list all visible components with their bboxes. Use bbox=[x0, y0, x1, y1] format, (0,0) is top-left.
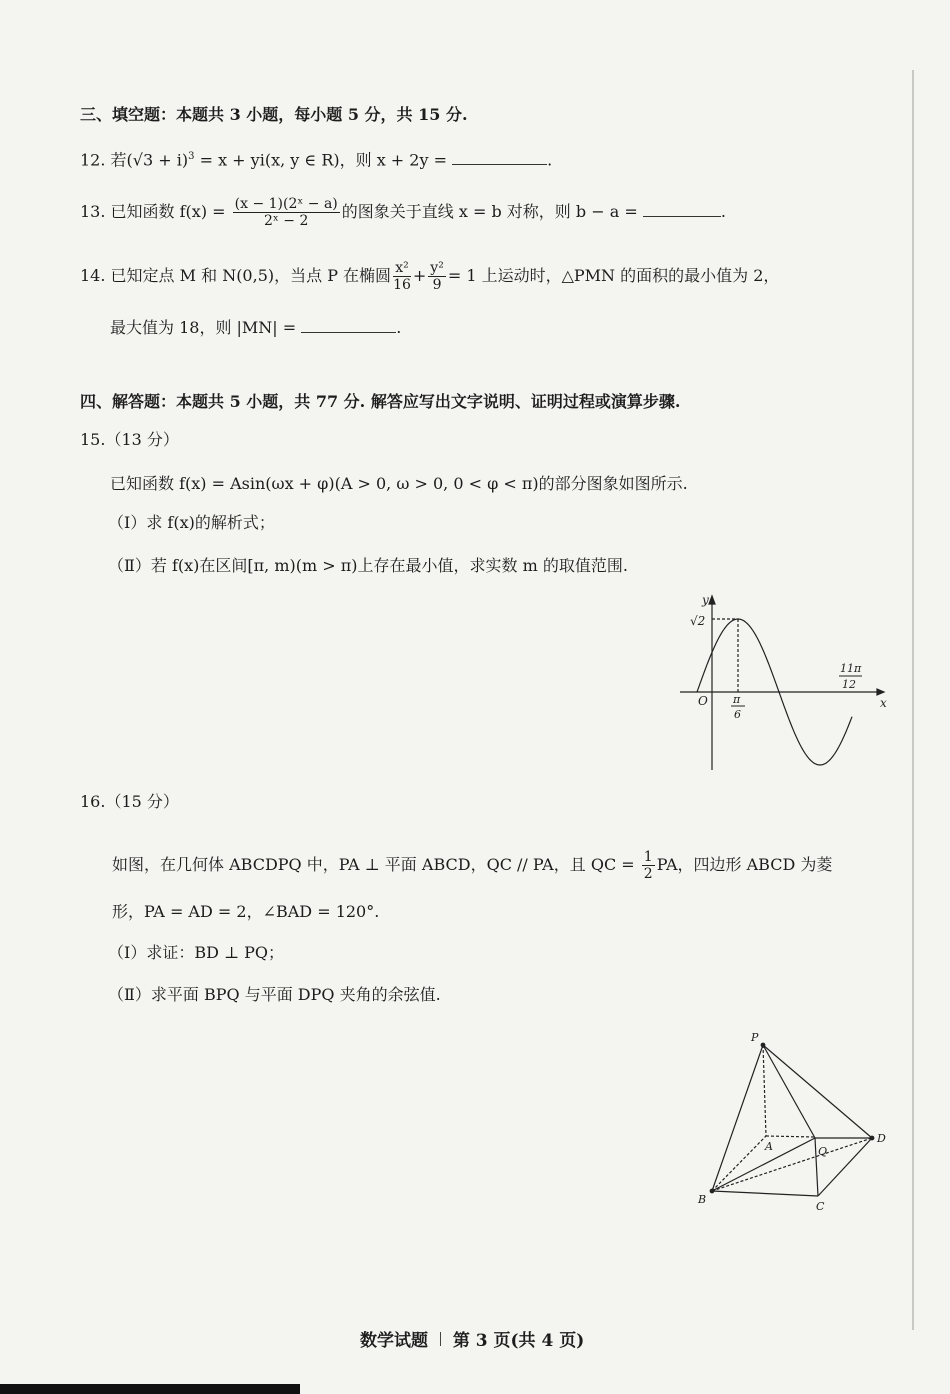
frac-den: 9 bbox=[432, 277, 442, 293]
origin-label: O bbox=[698, 694, 708, 708]
q16-stem bbox=[112, 849, 832, 882]
q14-num: 14. bbox=[80, 266, 106, 285]
q13-text-a: 已知函数 f(x) = bbox=[110, 202, 231, 221]
q12-end: . bbox=[547, 150, 553, 170]
footer-subject: 数学试题 bbox=[360, 1331, 428, 1351]
point-P bbox=[761, 1043, 765, 1047]
tick2-num: 11π bbox=[840, 662, 862, 675]
q16-stem-b: PA，四边形 ABCD 为菱 bbox=[656, 855, 833, 874]
q13-num: 13. bbox=[80, 202, 106, 221]
frac-num: x² bbox=[395, 260, 409, 276]
label-A: A bbox=[765, 1140, 773, 1153]
edge-AQ bbox=[766, 1136, 815, 1137]
q14-line2-text: 最大值为 18，则 |MN| = bbox=[110, 318, 302, 337]
q14-text-b: = 1 上运动时，△PMN 的面积的最小值为 2， bbox=[447, 266, 780, 285]
edge-PQ bbox=[763, 1045, 815, 1138]
edge-PA bbox=[763, 1045, 766, 1136]
q16-part2: （Ⅱ）求平面 BPQ 与平面 DPQ 夹角的余弦值. bbox=[108, 985, 441, 1004]
edge-BA bbox=[712, 1136, 766, 1191]
tick1-num: π bbox=[733, 693, 741, 706]
frac-num: y² bbox=[430, 260, 444, 276]
point-D bbox=[870, 1136, 874, 1140]
q14-text-a: 已知定点 M 和 N(0,5)，当点 P 在椭圆 bbox=[110, 266, 392, 285]
edge-PD bbox=[763, 1045, 872, 1138]
label-C: C bbox=[816, 1200, 825, 1213]
q14-end: . bbox=[396, 318, 402, 337]
q12-text-b: = x + yi(x, y ∈ R)，则 x + 2y = bbox=[194, 150, 453, 170]
q13-text-b: 的图象关于直线 x = b 对称，则 b − a = bbox=[341, 202, 643, 221]
q16-header: 16.（15 分） bbox=[80, 792, 179, 811]
label-B: B bbox=[698, 1193, 707, 1206]
section3-title: 三、填空题：本题共 3 小题，每小题 5 分，共 15 分. bbox=[80, 105, 468, 124]
q13-frac-num: (x − 1)(2ˣ − a) bbox=[234, 196, 338, 212]
q12-text-a: 若(√3 + i) bbox=[110, 150, 189, 170]
q12-num: 12. bbox=[80, 150, 106, 170]
x-axis-arrow-icon bbox=[877, 689, 884, 695]
q13-frac-den: 2ˣ − 2 bbox=[264, 213, 309, 229]
frac-den: 2 bbox=[643, 866, 653, 882]
solid-figure bbox=[710, 1043, 874, 1196]
footer-divider bbox=[440, 1332, 441, 1346]
frac-den: 16 bbox=[393, 277, 411, 293]
label-Q: Q bbox=[818, 1145, 828, 1158]
frac-num: 1 bbox=[643, 849, 653, 865]
tick1-den: 6 bbox=[734, 708, 741, 721]
q15-part2: （Ⅱ）若 f(x)在区间[π, m)(m > π)上存在最小值，求实数 m 的取值范围. bbox=[108, 556, 628, 575]
page-footer bbox=[360, 1331, 584, 1351]
q16-part1: （Ⅰ）求证：BD ⊥ PQ； bbox=[108, 943, 285, 962]
tick2-den: 12 bbox=[842, 678, 856, 691]
q12-exp: 3 bbox=[188, 151, 195, 162]
q15-stem: 已知函数 f(x) = Asin(ωx + φ)(A > 0, ω > 0, 0 < φ < π)的部分图象如图所示. bbox=[110, 474, 688, 493]
section4-title: 四、解答题：本题共 5 小题，共 77 分. 解答应写出文字说明、证明过程或演算步骤. bbox=[80, 392, 681, 411]
peak-value-label: √2 bbox=[690, 614, 706, 628]
q13-end: . bbox=[720, 202, 726, 221]
y-label: y bbox=[702, 593, 709, 607]
plus-sign: + bbox=[412, 266, 427, 285]
q16-stem-c: 形，PA = AD = 2，∠BAD = 120°. bbox=[112, 902, 380, 921]
y-axis-arrow-icon bbox=[709, 596, 715, 604]
label-D: D bbox=[877, 1132, 886, 1145]
q16-half-fraction bbox=[642, 849, 655, 882]
q15-header: 15.（13 分） bbox=[80, 430, 179, 449]
footer-page-number: 第 3 页(共 4 页) bbox=[452, 1331, 585, 1351]
x-label: x bbox=[880, 696, 887, 710]
q15-part1: （Ⅰ）求 f(x)的解析式； bbox=[108, 513, 275, 532]
edge-BC bbox=[712, 1191, 818, 1196]
q16-stem-a: 如图，在几何体 ABCDPQ 中，PA ⊥ 平面 ABCD，QC // PA，且 QC = bbox=[112, 855, 640, 874]
label-P: P bbox=[751, 1031, 759, 1044]
point-B bbox=[710, 1189, 714, 1193]
